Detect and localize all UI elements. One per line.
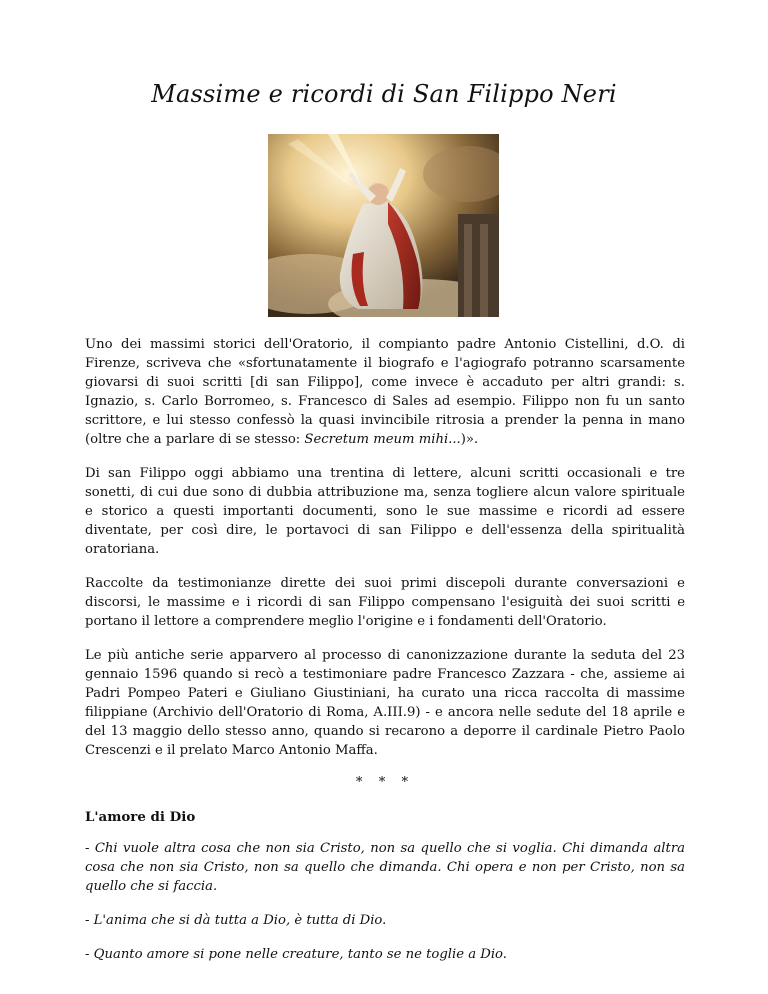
- section-separator: * * *: [355, 775, 415, 790]
- intro-paragraph-4: Le più antiche serie apparvero al processo di canonizzazione durante la seduta del 23 gennaio 1596 quando si recò a testimoniare padre Francesco Zazzara - che, assieme ai Padri Pompeo Pateri e Giuliano Giustiniani, ha curato una ricca raccolta di massime filippiane (Archivio dell'Oratorio di Roma, A.III.9) - e ancora nelle sedute del 18 aprile e del 13 maggio dello stesso anno, quando si recarono a deporre il cardinale Pietro Paolo Crescenzi e il prelato Marco Antonio Maffa.: [85, 648, 685, 758]
- intro-paragraph-3: Raccolte da testimonianze dirette dei suoi primi discepoli durante conversazioni e discorsi, le massime e i ricordi di san Filippo compensano l'esiguità dei suoi scritti e portano il lettore a comprendere meglio l'origine e i fondamenti dell'Oratorio.: [85, 576, 685, 629]
- article-body: [85, 335, 685, 979]
- page-title: Massime e ricordi di San Filippo Neri: [151, 80, 617, 108]
- maxim-3: - Quanto amore si pone nelle creature, tanto se ne toglie a Dio.: [85, 947, 507, 962]
- latin-quote: Secretum meum mihi...: [304, 432, 461, 447]
- intro-paragraph-2: Di san Filippo oggi abbiamo una trentina di lettere, alcuni scritti occasionali e tre sonetti, di cui due sono di dubbia attribuzione ma, senza togliere alcun valore spirituale e storico a questi importanti documenti, sono le sue massime e ricordi ad essere diventate, per così dire, le portavoci di san Filippo e dell'essenza della spiritualità oratoriana.: [85, 466, 685, 557]
- maxim-2: - L'anima che si dà tutta a Dio, è tutta di Dio.: [85, 913, 387, 928]
- intro-paragraph-1-end: )».: [460, 432, 479, 447]
- saint-painting: [268, 134, 499, 317]
- section-heading: L'amore di Dio: [85, 809, 196, 825]
- intro-paragraph-1-text: Uno dei massimi storici dell'Oratorio, il compianto padre Antonio Cistellini, d.O. di Firenze, scriveva che «sfortunatamente il biografo e l'agiografo potranno scarsamente giovarsi di suoi scritti [di san Filippo], come invece è accaduto per altri grandi: s. Ignazio, s. Carlo Borromeo, s. Francesco di Sales ad esempio. Filippo non fu un santo scrittore, e lui stesso confessò la quasi invincibile ritrosia a prender la penna in mano (oltre che a parlare di se stesso:: [85, 337, 685, 447]
- intro-paragraph-1: [85, 335, 685, 449]
- maxim-1: - Chi vuole altra cosa che non sia Cristo, non sa quello che si voglia. Chi dimanda altra cosa che non sia Cristo, non sa quello che dimanda. Chi opera e non per Cristo, non sa quello che si faccia.: [85, 841, 685, 894]
- saint-painting-image: [268, 134, 499, 317]
